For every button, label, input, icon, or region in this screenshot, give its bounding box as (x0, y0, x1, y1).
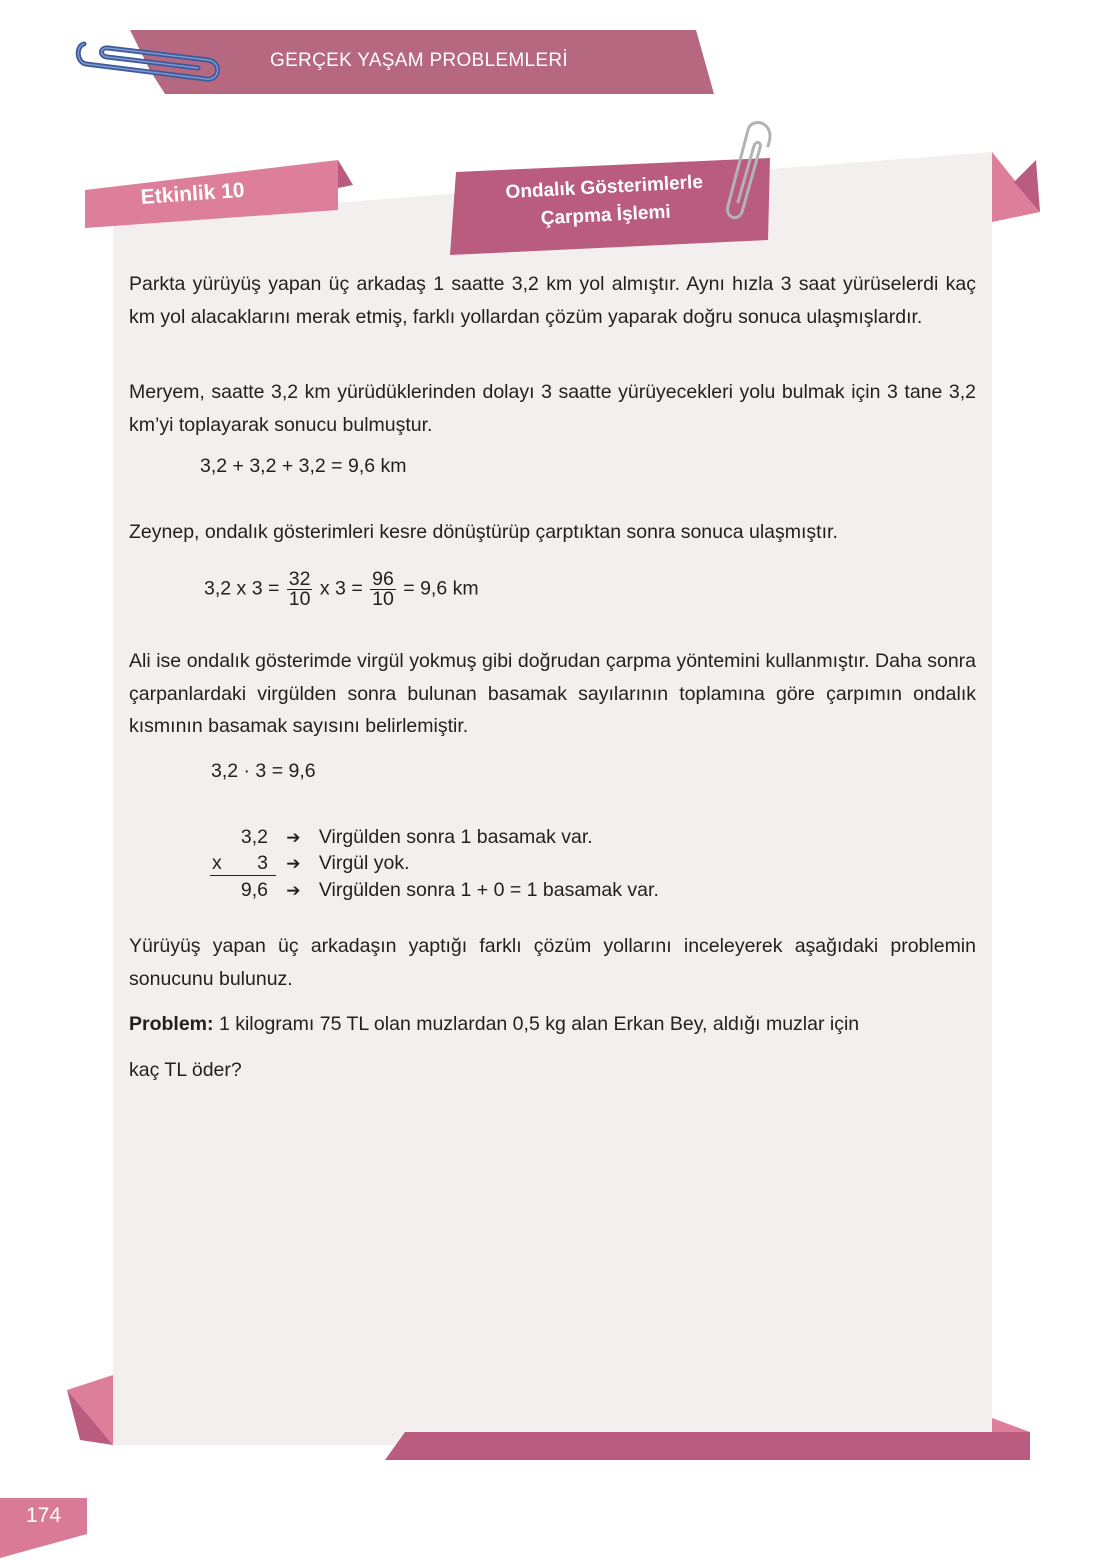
meryem-paragraph: Meryem, saatte 3,2 km yürüdüklerinden dolayı 3 saatte yürüyecekleri yolu bulmak için 3 tane 3,2 km’yi toplayarak sonucu bulmuştur. (129, 381, 976, 436)
zeynep-equation (204, 570, 479, 609)
fraction-32-10 (287, 570, 313, 609)
paperclip-icon (74, 24, 224, 94)
fraction-numerator: 32 (288, 568, 311, 590)
zeynep-eq-lhs: 3,2 x 3 = (204, 577, 280, 600)
topic-title-line1: Ondalık Gösterimlerle (505, 171, 704, 204)
zeynep-paragraph: Zeynep, ondalık gösterimleri kesre dönüştürüp çarptıktan sonra sonuca ulaşmıştır. (129, 521, 838, 543)
arrow-right-icon: ➔ (286, 828, 301, 847)
header-title: GERÇEK YAŞAM PROBLEMLERİ (270, 50, 568, 71)
meryem-equation: 3,2 + 3,2 + 3,2 = 9,6 km (200, 455, 407, 477)
row-2-note: Virgül yok. (318, 852, 410, 874)
fraction-denominator: 10 (288, 588, 311, 610)
multiplier: 3 (257, 852, 268, 874)
problem-text: 1 kilogramı 75 TL olan muzlardan 0,5 kg alan Erkan Bey, aldığı muzlar için (218, 1013, 860, 1035)
topic-title-line2: Çarpma İşlemi (540, 201, 672, 230)
ali-equation: 3,2 · 3 = 9,6 (211, 760, 316, 782)
arrow-right-icon: ➔ (286, 854, 301, 873)
multiply-operator: x (212, 852, 222, 874)
zeynep-eq-mid: x 3 = (319, 577, 363, 600)
fraction-numerator: 96 (372, 568, 394, 590)
vertical-mult-row-2 (200, 852, 410, 875)
multiplicand: 3,2 (240, 826, 268, 848)
arrow-right-icon: ➔ (286, 881, 301, 900)
fraction-denominator: 10 (372, 588, 394, 610)
bottom-ribbon (385, 1432, 1030, 1460)
row-3-note: Virgülden sonra 1 + 0 = 1 basamak var. (318, 879, 659, 901)
page-number: 174 (0, 1498, 87, 1534)
zeynep-eq-rhs: = 9,6 km (403, 577, 479, 600)
content-panel (113, 152, 992, 1445)
multiplication-rule-line (210, 875, 276, 876)
problem-label: Problem: (129, 1013, 214, 1035)
row-1-note: Virgülden sonra 1 basamak var. (318, 826, 593, 848)
intro-paragraph: Parkta yürüyüş yapan üç arkadaş 1 saatte 3,2 km yol almıştır. Aynı hızla 3 saat yürüselerdi kaç km yol alacaklarını merak etmiş, farklı yollardan çözüm yaparak doğru sonuca ulaşmışlardır. (129, 273, 976, 328)
problem-question: kaç TL öder? (129, 1059, 242, 1081)
ali-paragraph: Ali ise ondalık gösterimde virgül yokmuş gibi doğrudan çarpma yöntemini kullanmıştır. Daha sonra çarpanlardaki virgülden sonra bulunan basamak sayılarının toplamına göre çarpımın ondalık kısmının basamak sayısını belirlemiştir. (129, 650, 976, 737)
vertical-mult-row-1 (200, 826, 593, 849)
product: 9,6 (240, 879, 268, 901)
vertical-mult-row-3 (200, 879, 659, 902)
fraction-96-10 (370, 570, 396, 609)
task-paragraph: Yürüyüş yapan üç arkadaşın yaptığı farklı çözüm yollarını inceleyerek aşağıdaki problemin sonucunu bulunuz. (129, 935, 976, 990)
activity-label: Etkinlik 10 (140, 178, 246, 209)
problem-paragraph (129, 1008, 976, 1041)
